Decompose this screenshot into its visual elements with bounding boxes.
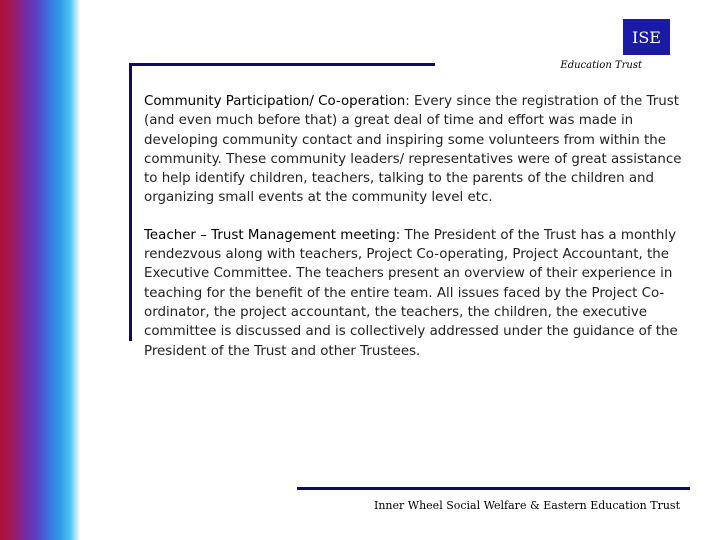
paragraph-management-meeting <box>144 226 692 361</box>
decorative-gradient-band <box>0 0 80 540</box>
paragraph-body: : The President of the Trust has a monthly rendezvous along with teachers, Project Co-operating, Project Accountant, the Executive Committee. The teachers present an overview of their experience in teaching for the benefit of the entire team. All issues faced by the Project Co-ordinator, the project accountant, the teachers, the children, the executive committee is discussed and is collectively addressed under the guidance of the President of the Trust and other Trustees. <box>144 227 678 359</box>
slide-content <box>144 92 692 361</box>
paragraph-heading: Community Participation/ Co-operation <box>144 94 406 109</box>
footer-organization: Inner Wheel Social Welfare & Eastern Education Trust <box>374 499 680 512</box>
frame-top-rule <box>129 63 435 66</box>
frame-bottom-rule <box>297 487 690 490</box>
ise-logo <box>623 19 670 55</box>
paragraph-heading: Teacher – Trust Management meeting <box>144 227 396 243</box>
logo-subtitle: Education Trust <box>560 60 642 71</box>
logo-text: ISE <box>632 27 661 47</box>
paragraph-community-participation <box>144 92 692 208</box>
paragraph-body: : Every since the registration of the Trust (and even much before that) a great deal of time and effort was made in developing community contact and inspiring some volunteers from within the community. These community leaders/ representatives were of great assistance to help identify children, teachers, talking to the parents of the children and organizing small events at the community level etc. <box>144 94 682 206</box>
frame-left-rule <box>129 63 132 341</box>
